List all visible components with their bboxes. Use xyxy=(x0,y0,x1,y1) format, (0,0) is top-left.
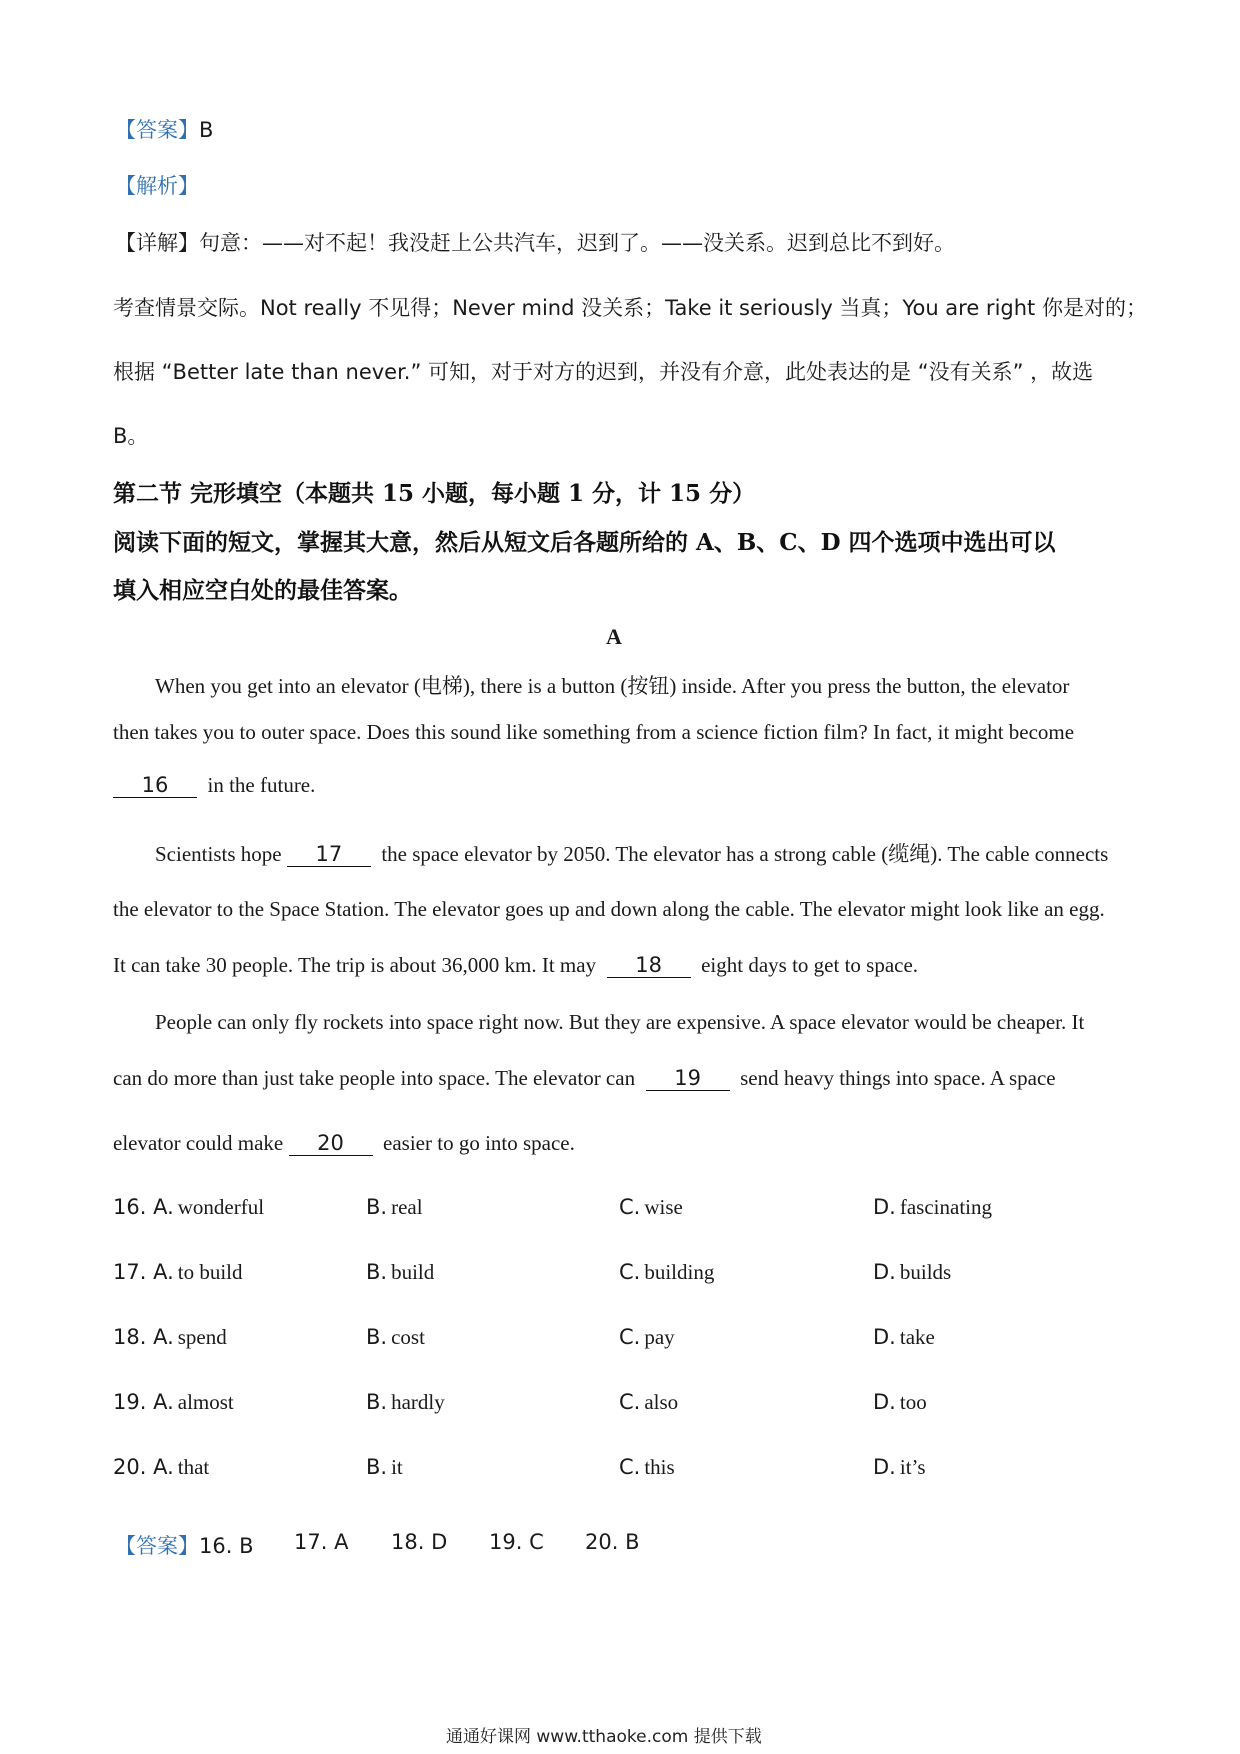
option-text: that xyxy=(177,1455,210,1479)
question-19-option-b xyxy=(366,1390,445,1415)
analysis-tag: 【解析】 xyxy=(115,174,199,198)
option-letter: B. xyxy=(366,1195,388,1219)
question-17-option-b xyxy=(366,1260,434,1285)
section-instruction-2: 填入相应空白处的最佳答案。 xyxy=(113,577,412,604)
footer-text: 通通好课网 www.tthaoke.com 提供下载 xyxy=(446,1727,762,1747)
question-18-option-a xyxy=(113,1325,227,1350)
option-text: wonderful xyxy=(177,1195,265,1219)
question-number: 18. A. xyxy=(113,1325,174,1349)
question-17-option-d xyxy=(873,1260,951,1285)
section-title: 第二节 完形填空（本题共 15 小题，每小题 1 分，计 15 分） xyxy=(113,480,756,507)
option-text: also xyxy=(644,1390,679,1414)
option-letter: C. xyxy=(619,1390,641,1414)
question-16-option-a xyxy=(113,1195,264,1220)
option-text: too xyxy=(899,1390,927,1414)
question-18-option-b xyxy=(366,1325,425,1350)
blank-17: 17 xyxy=(287,842,371,867)
option-text: real xyxy=(391,1195,423,1219)
passage-line xyxy=(113,1066,1056,1091)
answers-line xyxy=(115,1530,253,1560)
passage-text: send heavy things into space. A space xyxy=(740,1066,1056,1090)
passage-label: A xyxy=(606,624,622,649)
blank-18: 18 xyxy=(607,953,691,978)
option-letter: C. xyxy=(619,1260,641,1284)
answer-item: 20. B xyxy=(585,1530,640,1554)
option-text: this xyxy=(644,1455,675,1479)
passage-line xyxy=(155,838,1108,868)
option-text: build xyxy=(391,1260,435,1284)
explain-line-2: 根据 “Better late than never.” 可知，对于对方的迟到，并没有介意，此处表达的是 “没有关系” ，故选 xyxy=(113,360,1094,384)
option-text: fascinating xyxy=(899,1195,992,1219)
answer-tag: 【答案】 xyxy=(115,1534,199,1558)
question-20-option-b xyxy=(366,1455,403,1480)
option-text: building xyxy=(644,1260,715,1284)
option-text: builds xyxy=(899,1260,952,1284)
passage-text: easier to go into space. xyxy=(383,1131,575,1155)
answer-line xyxy=(115,114,213,144)
option-text: hardly xyxy=(391,1390,445,1414)
passage-line: People can only fly rockets into space right now. But they are expensive. A space elevator would be cheaper. It xyxy=(155,1010,1085,1034)
explain-line-3: B。 xyxy=(113,424,149,448)
option-text: almost xyxy=(177,1390,234,1414)
option-text: cost xyxy=(391,1325,425,1349)
question-20-option-a xyxy=(113,1455,209,1480)
question-16-option-d xyxy=(873,1195,992,1220)
answer-item: 19. C xyxy=(489,1530,544,1554)
blank-19: 19 xyxy=(646,1066,730,1091)
passage-line: When you get into an elevator (电梯), there is a button (按钮) inside. After you press the button, the elevator xyxy=(155,674,1070,698)
question-number: 20. A. xyxy=(113,1455,174,1479)
section-instruction-1: 阅读下面的短文，掌握其大意，然后从短文后各题所给的 A、B、C、D 四个选项中选出可以 xyxy=(113,529,1056,556)
question-19-option-d xyxy=(873,1390,927,1415)
question-20-option-c xyxy=(619,1455,675,1480)
detail-line xyxy=(115,227,955,257)
passage-line xyxy=(113,953,918,978)
option-letter: D. xyxy=(873,1325,896,1349)
question-19-option-c xyxy=(619,1390,678,1415)
option-letter: B. xyxy=(366,1325,388,1349)
option-text: wise xyxy=(644,1195,683,1219)
option-letter: C. xyxy=(619,1455,641,1479)
question-20-option-d xyxy=(873,1455,926,1480)
passage-text: in the future. xyxy=(207,773,316,797)
answer-item: 18. D xyxy=(391,1530,448,1554)
question-19-option-a xyxy=(113,1390,234,1415)
blank-16: 16 xyxy=(113,773,197,798)
answer-tag: 【答案】 xyxy=(115,118,199,142)
question-number: 19. A. xyxy=(113,1390,174,1414)
passage-line xyxy=(113,1131,575,1156)
option-letter: D. xyxy=(873,1260,896,1284)
passage-text: It can take 30 people. The trip is about 36,000 km. It may xyxy=(113,953,597,977)
question-17-option-c xyxy=(619,1260,714,1285)
answer-item: 16. B xyxy=(199,1534,254,1558)
option-letter: B. xyxy=(366,1260,388,1284)
answer-value: B xyxy=(199,118,214,142)
option-text: pay xyxy=(644,1325,675,1349)
option-text: it xyxy=(391,1455,403,1479)
option-letter: C. xyxy=(619,1195,641,1219)
option-letter: D. xyxy=(873,1390,896,1414)
passage-line xyxy=(113,773,315,798)
question-16-option-b xyxy=(366,1195,423,1220)
option-text: spend xyxy=(177,1325,227,1349)
passage-line: then takes you to outer space. Does this sound like something from a science fiction film? In fact, it might become xyxy=(113,720,1075,744)
option-text: it’s xyxy=(899,1455,926,1479)
passage-text: can do more than just take people into space. The elevator can xyxy=(113,1066,636,1090)
explain-line-1: 考查情景交际。Not really 不见得；Never mind 没关系；Take it seriously 当真；You are right 你是对的； xyxy=(113,296,1147,320)
question-number: 17. A. xyxy=(113,1260,174,1284)
option-letter: D. xyxy=(873,1455,896,1479)
option-letter: D. xyxy=(873,1195,896,1219)
question-18-option-c xyxy=(619,1325,675,1350)
passage-line: the elevator to the Space Station. The elevator goes up and down along the cable. The elevator might look like an egg. xyxy=(113,897,1105,921)
passage-text: elevator could make xyxy=(113,1131,284,1155)
passage-text: the space elevator by 2050. The elevator has a strong cable (缆绳). The cable connects xyxy=(381,842,1109,866)
question-17-option-a xyxy=(113,1260,243,1285)
detail-tag: 【详解】 xyxy=(115,231,199,255)
option-letter: B. xyxy=(366,1455,388,1479)
question-16-option-c xyxy=(619,1195,683,1220)
passage-text: Scientists hope xyxy=(155,842,282,866)
option-letter: B. xyxy=(366,1390,388,1414)
question-18-option-d xyxy=(873,1325,935,1350)
passage-text: eight days to get to space. xyxy=(701,953,919,977)
detail-text: 句意：——对不起！我没赶上公共汽车，迟到了。——没关系。迟到总比不到好。 xyxy=(199,231,955,255)
option-text: to build xyxy=(177,1260,243,1284)
option-letter: C. xyxy=(619,1325,641,1349)
option-text: take xyxy=(899,1325,935,1349)
blank-20: 20 xyxy=(289,1131,373,1156)
question-number: 16. A. xyxy=(113,1195,174,1219)
answer-item: 17. A xyxy=(294,1530,349,1554)
